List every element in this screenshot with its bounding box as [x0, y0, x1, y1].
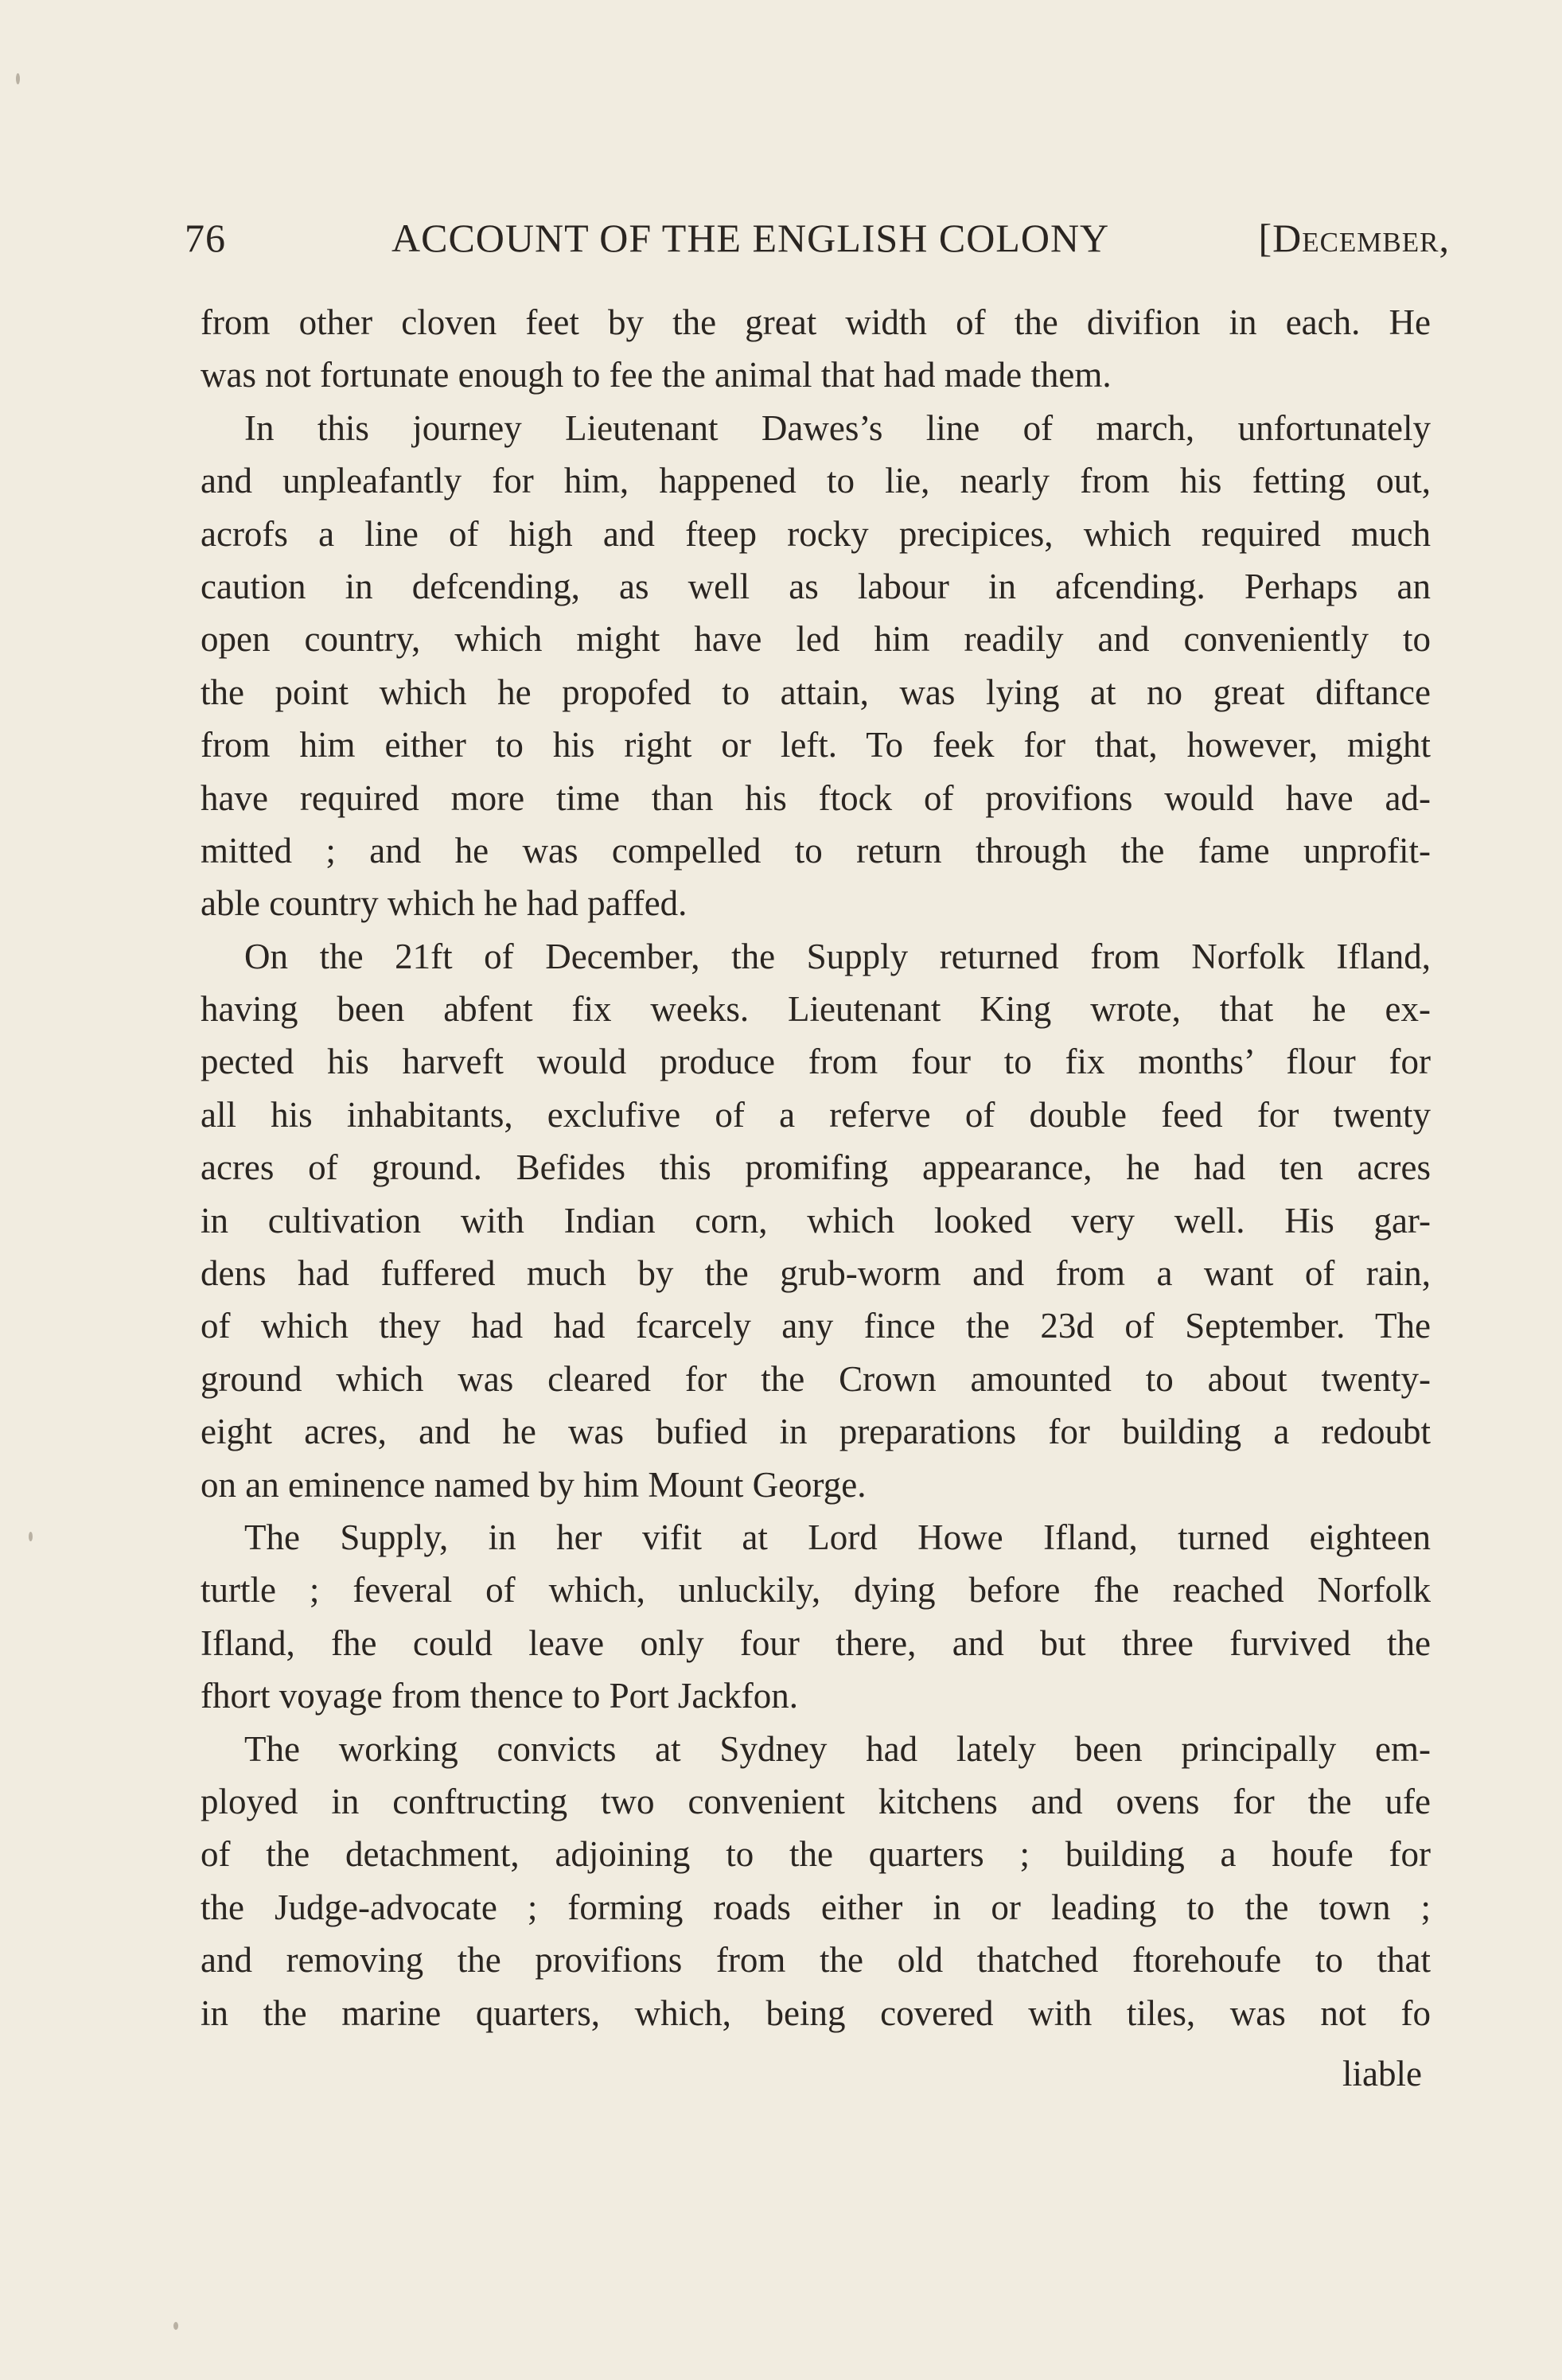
page-number: 76	[185, 216, 226, 260]
text-line: on an eminence named by him Mount George.	[201, 1464, 867, 1505]
text-line: was not fortunate enough to fee the animal that had made them.	[201, 355, 1112, 395]
body-text	[201, 296, 1431, 2039]
text-line: Ifland, fhe could leave only four there, and but three furvived the	[201, 1622, 1431, 1663]
text-line: from other cloven feet by the great width of the divifion in each. He	[201, 302, 1431, 342]
text-line: acrofs a line of high and fteep rocky precipices, which required much	[201, 513, 1431, 554]
text-line: On the 21ft of December, the Supply returned from Norfolk Ifland,	[244, 936, 1431, 976]
catchword: liable	[1342, 2054, 1422, 2094]
page-header	[185, 215, 1450, 271]
text-line: all his inhabitants, exclufive of a referve of double feed for twenty	[201, 1094, 1431, 1135]
paper-speck	[29, 1532, 33, 1541]
text-line: acres of ground. Befides this promifing appearance, he had ten acres	[201, 1147, 1431, 1188]
text-line: ground which was cleared for the Crown amounted to about twenty-	[201, 1358, 1431, 1399]
text-line: In this journey Lieutenant Dawes’s line of march, unfortunately	[244, 407, 1431, 448]
text-line: The Supply, in her vifit at Lord Howe Ifland, turned eighteen	[244, 1517, 1431, 1557]
text-line: and removing the provifions from the old thatched ftorehoufe to that	[201, 1940, 1431, 1981]
paper-speck	[173, 2322, 178, 2330]
running-title: ACCOUNT OF THE ENGLISH COLONY	[391, 216, 1110, 260]
text-line: dens had fuffered much by the grub-worm and from a want of rain,	[201, 1253, 1431, 1294]
paper-speck	[16, 73, 20, 84]
text-line: caution in defcending, as well as labour in afcending. Perhaps an	[201, 566, 1431, 606]
text-line: The working convicts at Sydney had lately been principally em-	[244, 1728, 1431, 1769]
text-line: and unpleafantly for him, happened to lie, nearly from his fetting out,	[201, 461, 1431, 501]
text-line: mitted ; and he was compelled to return through the fame unprofit-	[201, 830, 1431, 871]
text-line: from him either to his right or left. To feek for that, however, might	[201, 725, 1431, 765]
text-line: of which they had had fcarcely any fince the 23d of September. The	[201, 1306, 1431, 1346]
text-line: in the marine quarters, which, being covered with tiles, was not fo	[201, 1992, 1431, 2033]
text-line: the point which he propofed to attain, was lying at no great diftance	[201, 672, 1431, 712]
text-line: turtle ; feveral of which, unluckily, dying before fhe reached Norfolk	[201, 1570, 1431, 1611]
text-line: eight acres, and he was bufied in preparations for building a redoubt	[201, 1412, 1431, 1452]
text-line: of the detachment, adjoining to the quarters ; building a houfe for	[201, 1834, 1431, 1875]
text-line: the Judge-advocate ; forming roads either in or leading to the town ;	[201, 1887, 1431, 1927]
text-line: ployed in conftructing two convenient kitchens and ovens for the ufe	[201, 1781, 1431, 1821]
text-line: having been abfent fix weeks. Lieutenant King wrote, that he ex-	[201, 989, 1431, 1030]
text-line: open country, which might have led him readily and conveniently to	[201, 619, 1431, 660]
text-line: in cultivation with Indian corn, which looked very well. His gar-	[201, 1200, 1431, 1241]
text-line: fhort voyage from thence to Port Jackfon.	[201, 1676, 799, 1716]
section-heading: [December,	[1258, 216, 1450, 260]
text-line: have required more time than his ftock of provifions would have ad-	[201, 777, 1431, 818]
text-line: pected his harveft would produce from four to fix months’ flour for	[201, 1042, 1431, 1082]
text-line: able country which he had paffed.	[201, 883, 688, 924]
